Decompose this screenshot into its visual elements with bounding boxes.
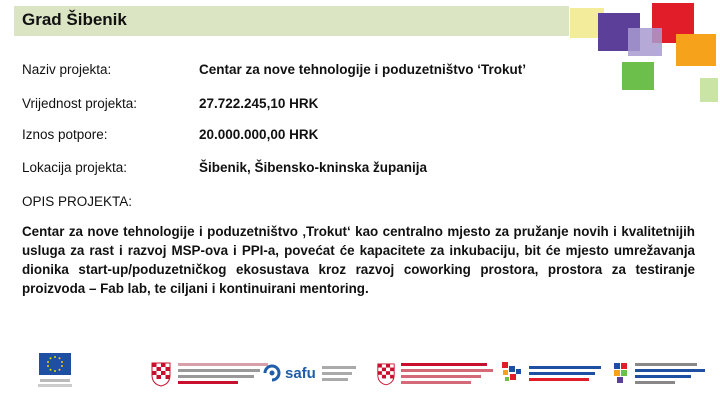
- field-value: Centar za nove tehnologije i poduzetništvo ‘Trokut’: [199, 62, 527, 77]
- operational-programme-competitiveness-logo: [612, 353, 705, 393]
- croatian-coat-of-arms-icon: [150, 359, 172, 387]
- eu-flag-icon: [39, 353, 71, 375]
- field-label: Naziv projekta:: [22, 62, 112, 77]
- field-label: Lokacija projekta:: [22, 160, 128, 175]
- op-mosaic-icon: [612, 361, 630, 385]
- footer-logos: [0, 345, 720, 405]
- deco-square-lightpurple: [628, 28, 662, 56]
- structural-funds-mosaic-icon: [500, 360, 524, 386]
- eu-structural-funds-logo: [500, 353, 601, 393]
- ministry-regional-development-eu-funds-logo: [376, 353, 493, 393]
- safu-mark-icon: [262, 363, 282, 383]
- field-value: Šibenik, Šibensko-kninska županija: [199, 160, 428, 175]
- field-label: Vrijednost projekta:: [22, 96, 138, 111]
- field-value: 20.000.000,00 HRK: [199, 127, 319, 142]
- field-label: Iznos potpore:: [22, 127, 108, 142]
- field-value: 27.722.245,10 HRK: [199, 96, 319, 111]
- deco-square-green: [622, 62, 654, 90]
- description-text: Centar za nove tehnologije i poduzetništvo ‚Trokut‘ kao centralno mjesto za pružanje novih i kvalitetnijih usluga za rast i razvoj MSP-ova i PPI-a, povećat će kapacitete za inkubaciju, bit će mjesto umrežavanja dionika start-up/poduzetničkog ekosustava kroz razvoj coworking prostora, prostora za testiranje proizvoda – Fab lab, te ciljani i kontinuirani mentoring.: [22, 224, 695, 296]
- croatian-coat-of-arms-icon: [376, 360, 396, 386]
- deco-square-orange: [676, 34, 716, 66]
- deco-square-lightgreen: [700, 78, 718, 102]
- description-label: OPIS PROJEKTA:: [22, 194, 133, 209]
- page-title: Grad Šibenik: [22, 10, 127, 29]
- eu-flag-logo: [38, 353, 72, 393]
- safu-wordmark: safu: [285, 364, 316, 382]
- safu-logo: [262, 353, 356, 393]
- ministry-regional-development-logo: [150, 353, 268, 393]
